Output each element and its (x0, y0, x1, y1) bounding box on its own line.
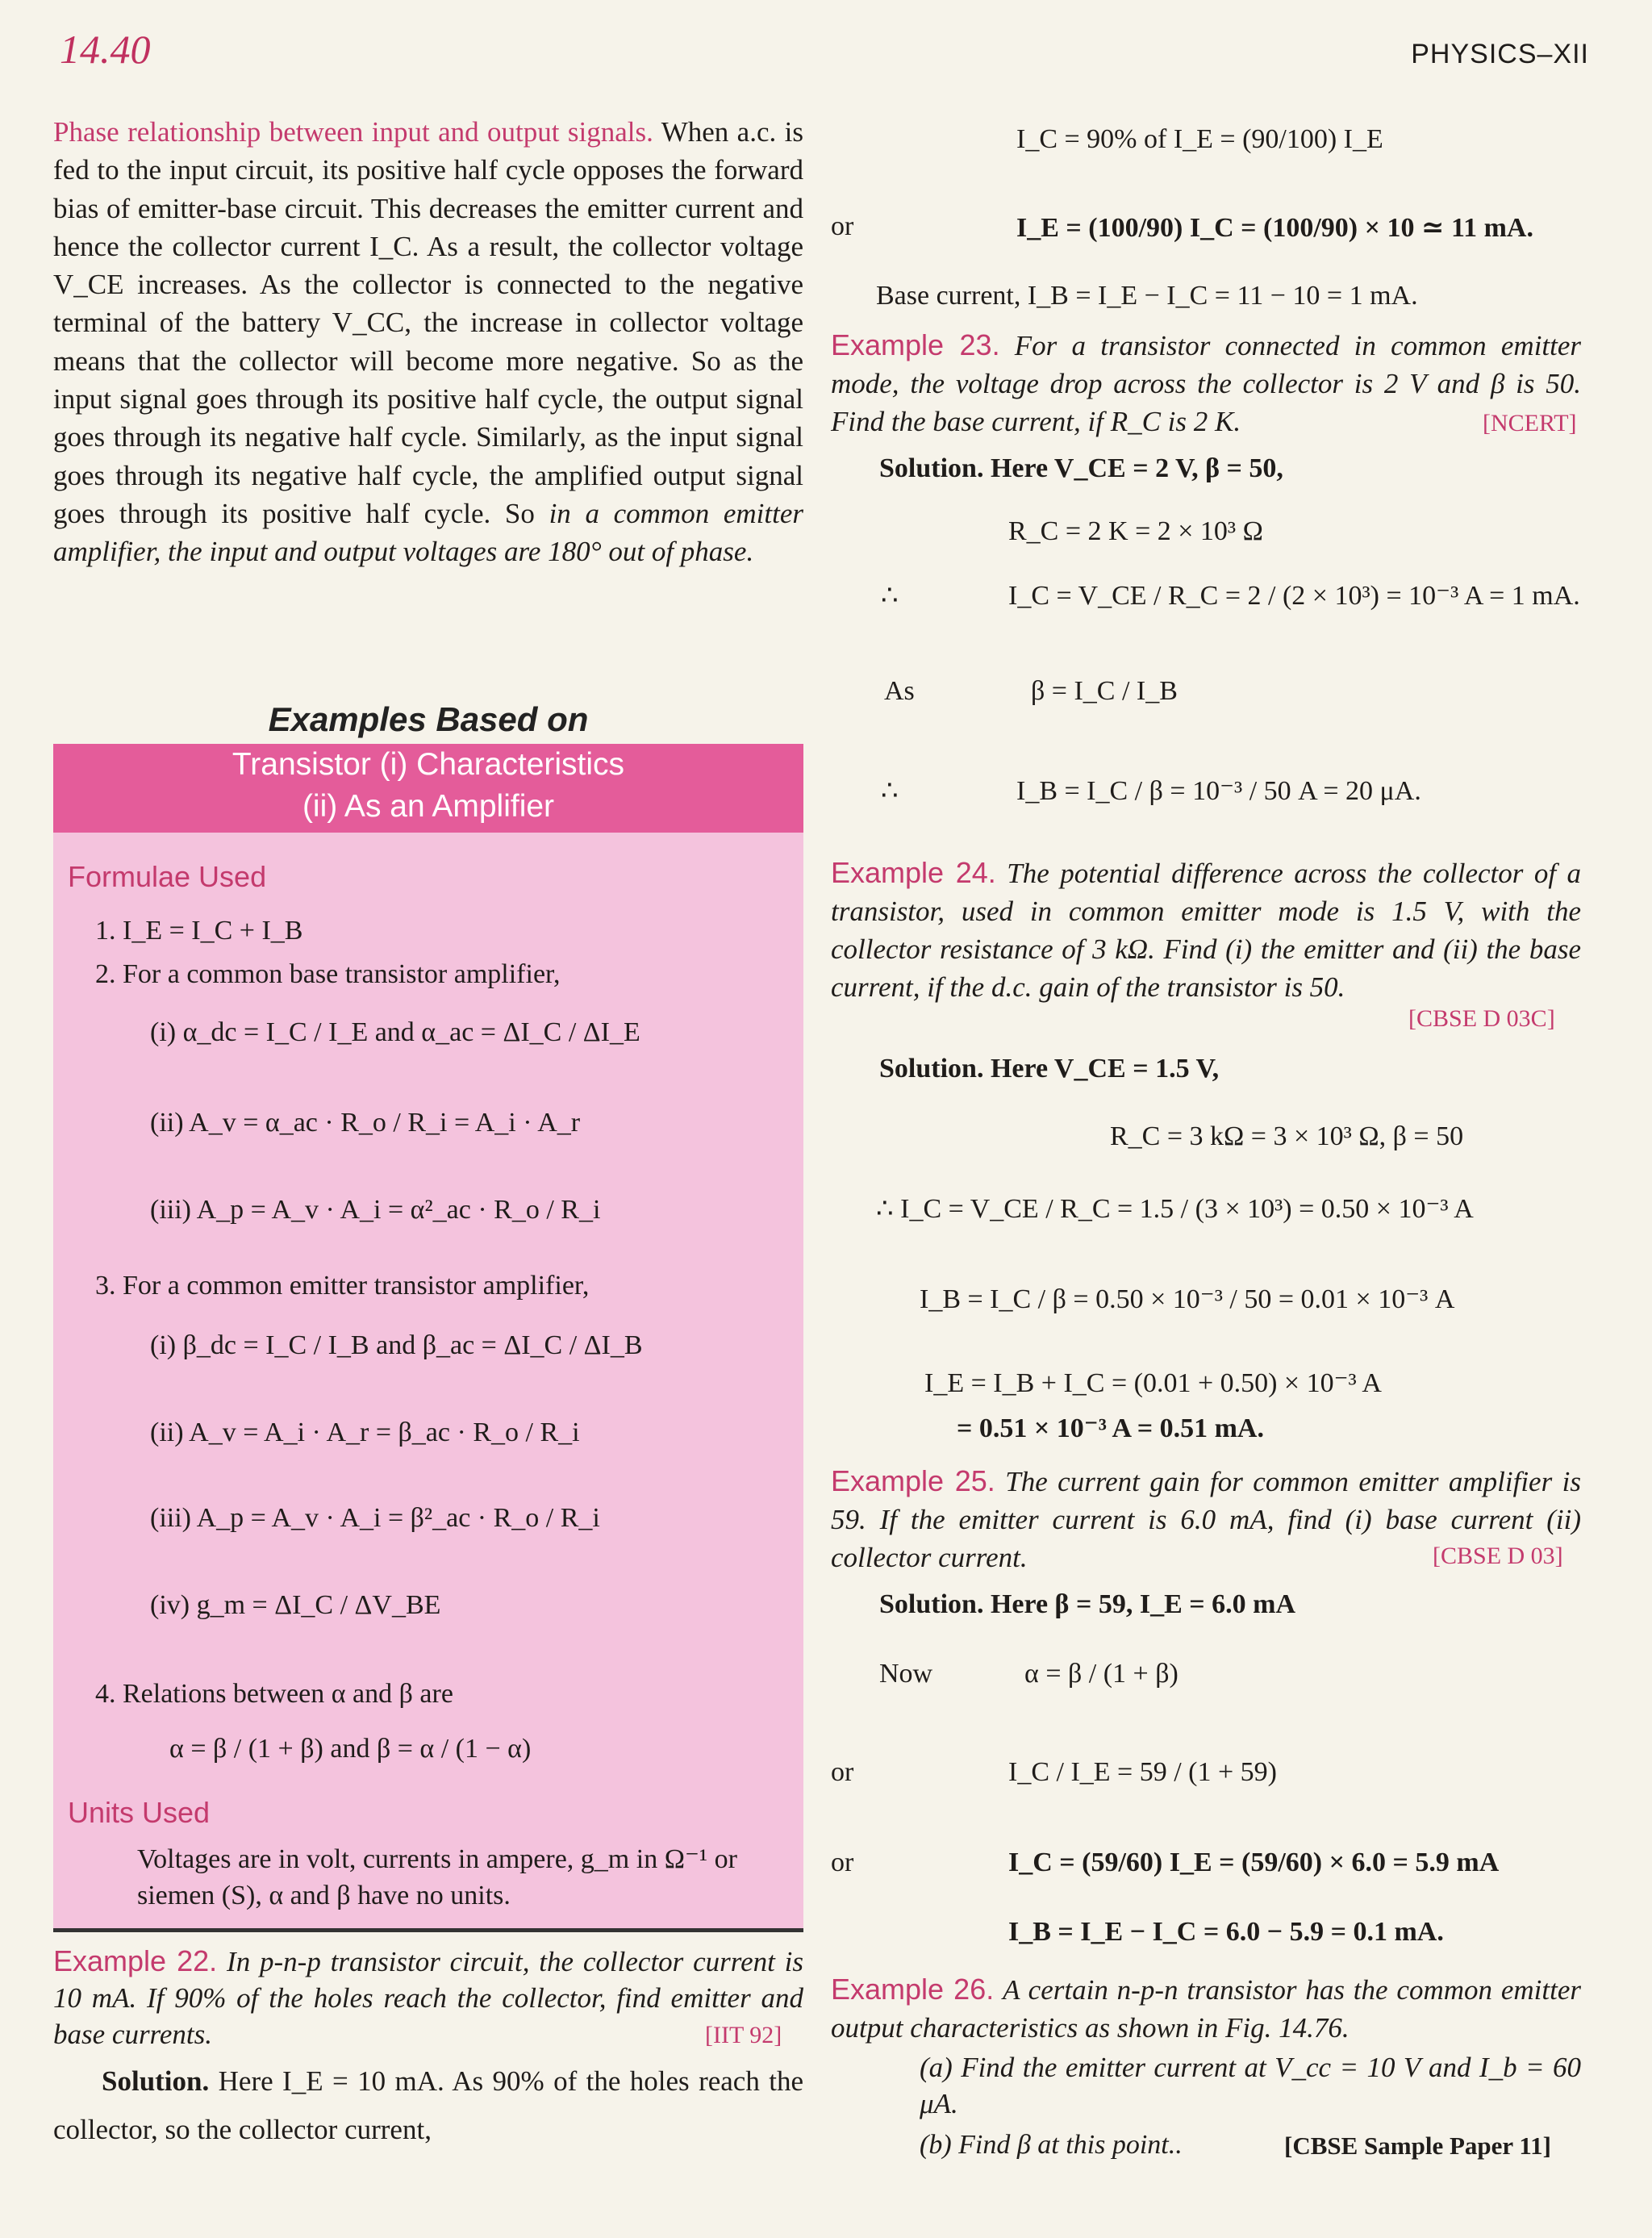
formula-2-iii: (iii) A_p = A_v · A_i = α²_ac · R_o / R_i (150, 1195, 601, 1225)
eq-25-ic: I_C = (59/60) I_E = (59/60) × 6.0 = 5.9 mA (1008, 1848, 1500, 1877)
solution-label: Solution. (102, 2065, 210, 2097)
example-22-ref: [IIT 92] (705, 2022, 782, 2048)
running-header: PHYSICS–XII (1411, 39, 1589, 69)
formula-3-iv: (iv) g_m = ΔI_C / ΔV_BE (150, 1590, 441, 1620)
box-header-line2: (ii) As an Amplifier (302, 789, 555, 824)
phase-body: When a.c. is fed to the input circuit, its positive half cycle opposes the forward bias of emitter-base circuit. This decreases the emitter current and hence the collector current I_C. As a result, the collector voltage V_CE increases. As the collector is connected to the negative terminal of the battery V_CC, the increase in collector voltage means that the collector will become more negative. So as the input signal goes through its positive half cycle, the output signal goes through its negative half cycle. Similarly, as the input signal goes through its negative half cycle, the amplified output signal goes through its positive half cycle. So (53, 116, 804, 529)
eq-ib: I_B = I_C / β = 10⁻³ / 50 A = 20 μA. (1016, 776, 1421, 806)
formula-3-i: (i) β_dc = I_C / I_B and β_ac = ΔI_C / ΔI_B (150, 1330, 643, 1360)
now-label: Now (879, 1659, 933, 1689)
formula-4: 4. Relations between α and β are (95, 1679, 453, 1709)
example-24 (831, 854, 1581, 1006)
eq-base-current: Base current, I_B = I_E − I_C = 11 − 10 = 1 mA. (876, 281, 1418, 311)
formula-3-iii: (iii) A_p = A_v · A_i = β²_ac · R_o / R_i (150, 1503, 600, 1533)
example-22-text: In p-n-p transistor circuit, the collector current is 10 mA. If 90% of the holes reach the collector, find emitter and base currents. (53, 1946, 804, 2050)
example-26 (831, 1970, 1581, 2047)
example-24-solution: Solution. Here V_CE = 1.5 V, (879, 1054, 1220, 1084)
example-22 (53, 1943, 803, 2052)
phase-relationship-paragraph (53, 113, 803, 571)
box-header-line1: Transistor (i) Characteristics (232, 747, 625, 782)
units-text: Voltages are in volt, currents in ampere, g_m in Ω⁻¹ or siemen (S), α and β have no units. (137, 1844, 737, 1910)
phase-conclusion: in a common emitter amplifier, the input and output voltages are 180° out of phase. (53, 497, 804, 568)
example-26-part-b: (b) Find β at this point.. (920, 2130, 1183, 2160)
example-25-label: Example 25. (831, 1464, 995, 1497)
eq-24-rc: R_C = 3 kΩ = 3 × 10³ Ω, β = 50 (1110, 1121, 1464, 1151)
example-22-label: Example 22. (53, 1944, 218, 1977)
formula-3-ii: (ii) A_v = A_i · A_r = β_ac · R_o / R_i (150, 1418, 580, 1447)
eq-24-ie-result: = 0.51 × 10⁻³ A = 0.51 mA. (957, 1413, 1264, 1443)
example-23-solution: Solution. Here V_CE = 2 V, β = 50, (879, 453, 1283, 483)
example-26-part-a: (a) Find the emitter current at V_cc = 10 V and I_b = 60 μA. (920, 2052, 1581, 2119)
solution-text: Here I_E = 10 mA. As 90% of the holes reach the collector, so the collector current, (53, 2065, 803, 2145)
examples-title: Examples Based on (268, 700, 589, 738)
example-22-solution (53, 2057, 803, 2154)
eq-rc: R_C = 2 K = 2 × 10³ Ω (1008, 516, 1263, 546)
example-24-ref: [CBSE D 03C] (1408, 1005, 1555, 1032)
or-label-2: or (831, 1757, 854, 1787)
example-24-label: Example 24. (831, 856, 996, 889)
eq-ic-90: I_C = 90% of I_E = (90/100) I_E (1016, 124, 1383, 154)
formulae-label: Formulae Used (68, 860, 267, 893)
eq-beta: β = I_C / I_B (1031, 676, 1178, 706)
eq-24-ib: I_B = I_C / β = 0.50 × 10⁻³ / 50 = 0.01 × 10⁻³ A (920, 1284, 1455, 1314)
example-25-ref: [CBSE D 03] (1433, 1543, 1563, 1569)
example-26-ref: [CBSE Sample Paper 11] (1284, 2132, 1551, 2160)
formula-2-i: (i) α_dc = I_C / I_E and α_ac = ΔI_C / ΔI_E (150, 1017, 640, 1047)
eq-25-alpha: α = β / (1 + β) (1024, 1659, 1179, 1689)
example-26-label: Example 26. (831, 1973, 995, 2006)
example-23-text: For a transistor connected in common emitter mode, the voltage drop across the collector is 2 V and β is 50. Find the base current, if R_C is 2 K. (831, 330, 1582, 437)
or-label: or (831, 211, 854, 241)
units-label: Units Used (68, 1796, 211, 1829)
example-23-label: Example 23. (831, 328, 1000, 361)
eq-ie: I_E = (100/90) I_C = (100/90) × 10 ≃ 11 mA. (1016, 213, 1533, 243)
eq-ic: I_C = V_CE / R_C = 2 / (2 × 10³) = 10⁻³ A = 1 mA. (1008, 581, 1580, 611)
formula-1: 1. I_E = I_C + I_B (95, 916, 303, 946)
example-25-text: The current gain for common emitter amplifier is 59. If the emitter current is 6.0 mA, find (i) base current (ii) collector current. (831, 1466, 1581, 1573)
formula-3: 3. For a common emitter transistor amplifier, (95, 1271, 590, 1301)
example-23 (831, 326, 1581, 441)
eq-24-ic: ∴ I_C = V_CE / R_C = 1.5 / (3 × 10³) = 0.50 × 10⁻³ A (876, 1194, 1474, 1224)
phase-title: Phase relationship between input and output signals. (53, 116, 653, 148)
or-label-3: or (831, 1848, 854, 1877)
formula-2: 2. For a common base transistor amplifier, (95, 959, 561, 989)
therefore-symbol-2: ∴ (881, 776, 899, 806)
formula-2-ii: (ii) A_v = α_ac · R_o / R_i = A_i · A_r (150, 1108, 581, 1138)
eq-25-ib: I_B = I_E − I_C = 6.0 − 5.9 = 0.1 mA. (1008, 1917, 1444, 1947)
page-number: 14.40 (60, 27, 151, 72)
therefore-symbol: ∴ (881, 581, 899, 611)
as-label: As (884, 676, 915, 706)
eq-24-ie: I_E = I_B + I_C = (0.01 + 0.50) × 10⁻³ A (924, 1368, 1382, 1398)
eq-25-ratio: I_C / I_E = 59 / (1 + 59) (1008, 1757, 1277, 1787)
formula-4-eq: α = β / (1 + β) and β = α / (1 − α) (169, 1734, 532, 1764)
example-23-ref: [NCERT] (1483, 410, 1577, 436)
formula-box-header (53, 744, 803, 833)
example-24-text: The potential difference across the collector of a transistor, used in common emitter mode is 1.5 V, with the collector resistance of 3 kΩ. Find (i) the emitter and (ii) the base current, if the d.c. gain of the transistor is 50. (831, 858, 1582, 1003)
example-26-text: A certain n-p-n transistor has the common emitter output characteristics as shown in Fig. 14.76. (831, 1974, 1581, 2044)
example-25-solution: Solution. Here β = 59, I_E = 6.0 mA (879, 1589, 1295, 1619)
